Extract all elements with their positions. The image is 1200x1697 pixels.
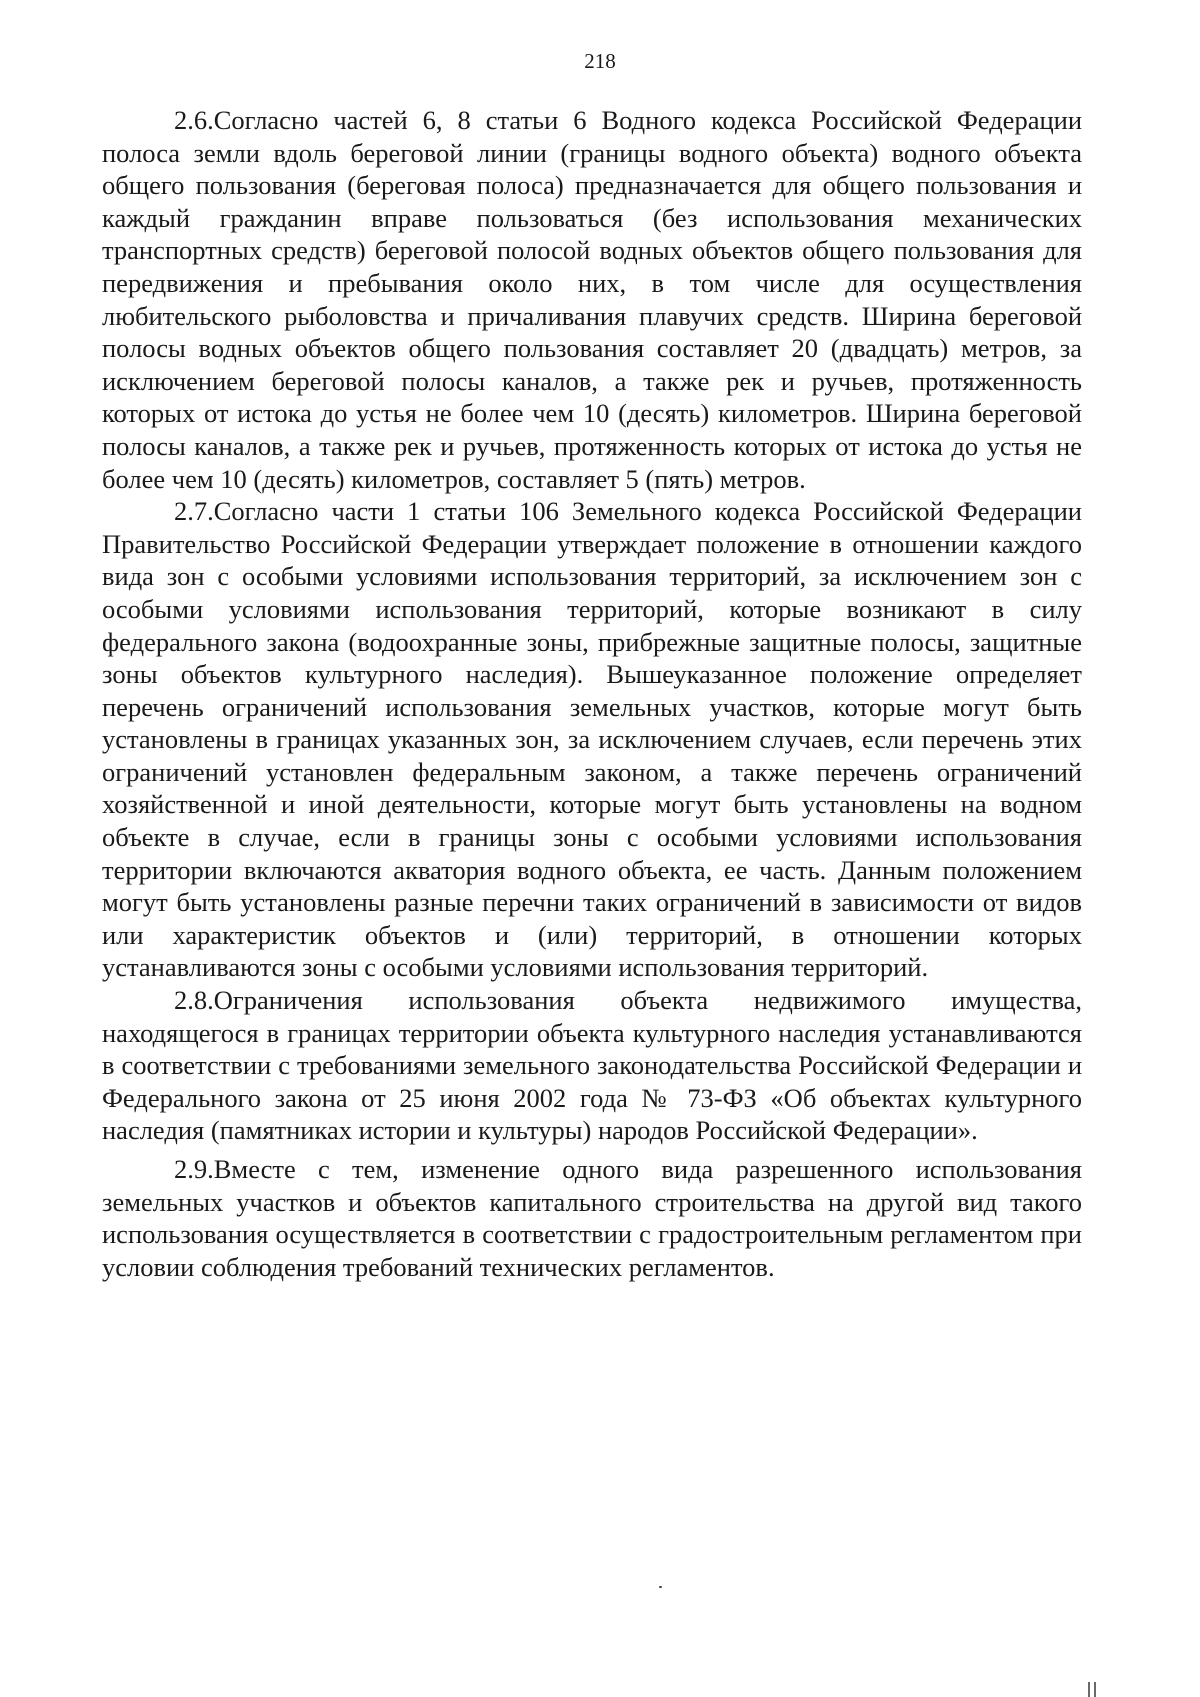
scan-speck	[659, 1586, 662, 1588]
document-body	[102, 104, 1082, 1283]
paragraph-2-6: 2.6.Согласно частей 6, 8 статьи 6 Водного кодекса Российской Федерации полоса земли вдоль береговой линии (границы водного объекта) водного объекта общего пользования (береговая полоса) предназначается для общего пользования и каждый гражданин вправе пользоваться (без использования механических транспортных средств) береговой полосой водных объектов общего пользования для передвижения и пребывания около них, в том числе для осуществления любительского рыболовства и причаливания плавучих средств. Ширина береговой полосы водных объектов общего пользования составляет 20 (двадцать) метров, за исключением береговой полосы каналов, а также рек и ручьев, протяженность которых от истока до устья не более чем 10 (десять) километров. Ширина береговой полосы каналов, а также рек и ручьев, протяженность которых от истока до устья не более чем 10 (десять) километров, составляет 5 (пять) метров.	[102, 105, 1082, 494]
page-number: 218	[584, 49, 616, 73]
paragraph-2-9: 2.9.Вместе с тем, изменение одного вида разрешенного использования земельных участков и объектов капитального строительства на другой вид такого использования осуществляется в соответствии с градостроительным регламентом при условии соблюдения требований технических регламентов.	[102, 1154, 1082, 1282]
paragraph-2-8: 2.8.Ограничения использования объекта недвижимого имущества, находящегося в границах территории объекта культурного наследия устанавливаются в соответствии с требованиями земельного законодательства Российской Федерации и Федерального закона от 25 июня 2002 года № 73-ФЗ «Об объектах культурного наследия (памятниках истории и культуры) народов Российской Федерации».	[102, 985, 1082, 1146]
paragraph-2-7: 2.7.Согласно части 1 статьи 106 Земельного кодекса Российской Федерации Правительство Российской Федерации утверждает положение в отношении каждого вида зон с особыми условиями использования территорий, за исключением зон с особыми условиями использования территорий, которые возникают в силу федерального закона (водоохранные зоны, прибрежные защитные полосы, защитные зоны объектов культурного наследия). Вышеуказанное положение определяет перечень ограничений использования земельных участков, которые могут быть установлены в границах указанных зон, за исключением случаев, если перечень этих ограничений установлен федеральным законом, а также перечень ограничений хозяйственной и иной деятельности, которые могут быть установлены на водном объекте в случае, если в границы зоны с особыми условиями использования территории включаются акватория водного объекта, ее часть. Данным положением могут быть установлены разные перечни таких ограничений в зависимости от видов или характеристик объектов и (или) территорий, в отношении которых устанавливаются зоны с особыми условиями использования территорий.	[102, 496, 1082, 983]
scan-edge-marks	[1088, 1682, 1102, 1697]
